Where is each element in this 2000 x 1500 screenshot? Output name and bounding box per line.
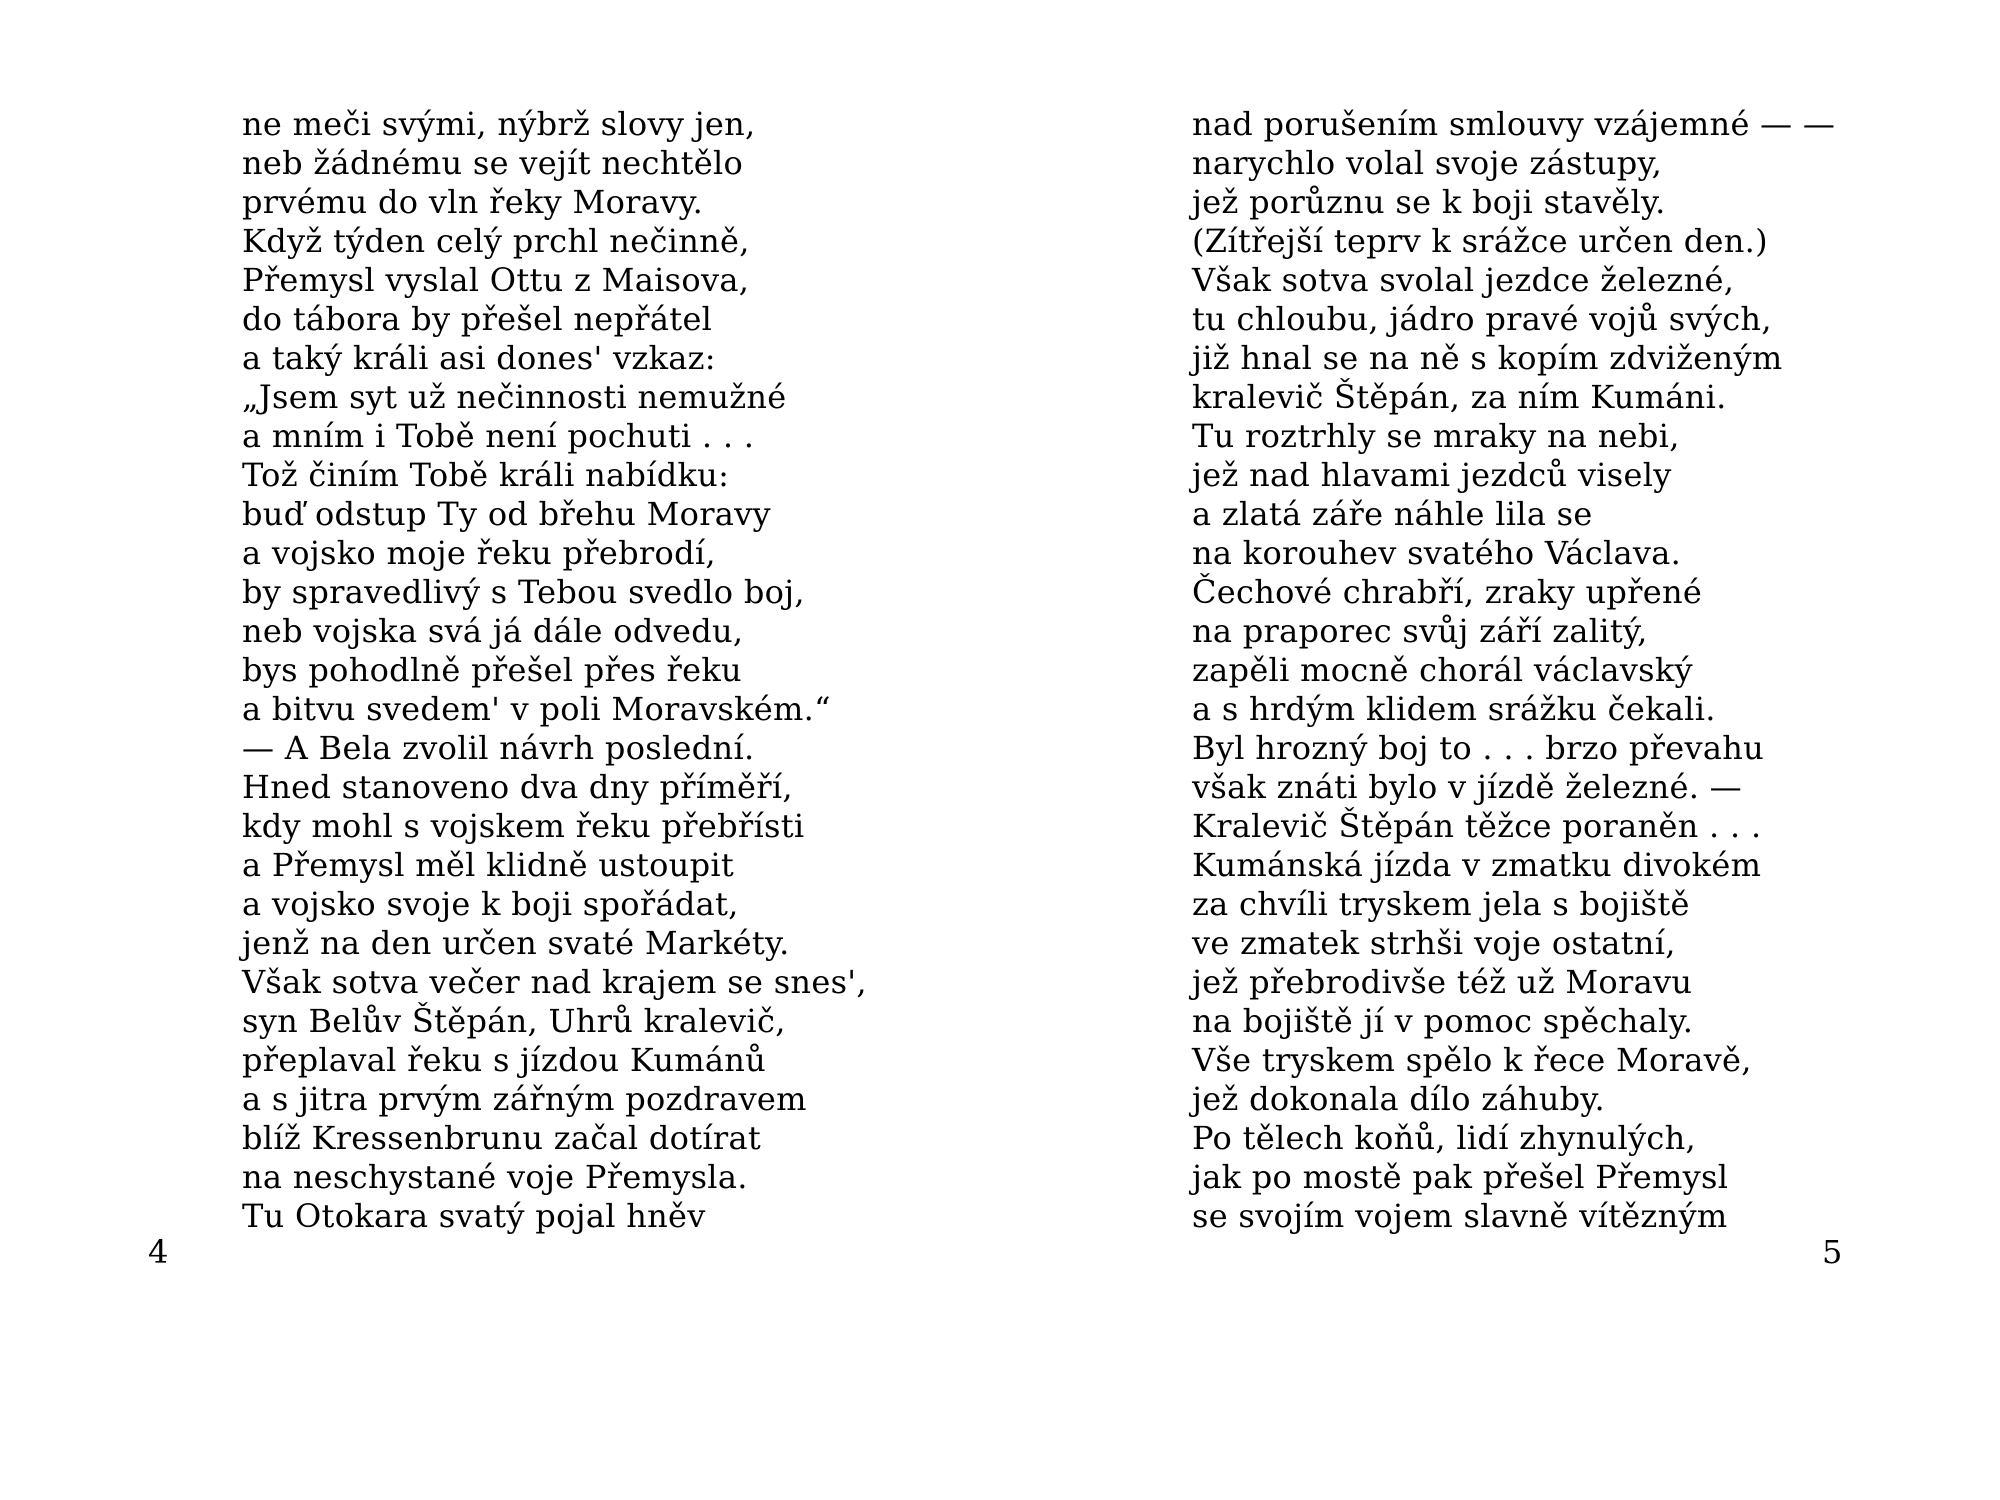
verse-line: Vše tryskem spělo k řece Moravě, — [1192, 1041, 1752, 1079]
verse-line: nad porušením smlouvy vzájemné — — — [1192, 105, 1836, 143]
verse-line: na bojiště jí v pomoc spěchaly. — [1192, 1002, 1694, 1040]
verse-line: do tábora by přešel nepřátel — [242, 300, 713, 338]
left-page-verse — [242, 105, 867, 1236]
verse-line: buď odstup Ty od břehu Moravy — [242, 495, 771, 533]
verse-line: Přemysl vyslal Ottu z Maisova, — [242, 261, 750, 299]
verse-line: však znáti bylo v jízdě železné. — — [1192, 768, 1742, 806]
verse-line: Tož činím Tobě králi nabídku: — [242, 456, 730, 494]
verse-line: a Přemysl měl klidně ustoupit — [242, 846, 735, 884]
verse-line: „Jsem syt už nečinnosti nemužné — [242, 378, 787, 416]
verse-line: ve zmatek strhši voje ostatní, — [1192, 924, 1676, 962]
verse-line: Však sotva svolal jezdce železné, — [1192, 261, 1735, 299]
verse-line: jež přebrodivše též už Moravu — [1192, 963, 1693, 1001]
verse-line: bys pohodlně přešel přes řeku — [242, 651, 742, 689]
verse-line: na praporec svůj září zalitý, — [1192, 612, 1648, 650]
verse-line: Čechové chrabří, zraky upřené — [1192, 573, 1703, 611]
verse-line: tu chloubu, jádro pravé vojů svých, — [1192, 300, 1772, 338]
verse-line: narychlo volal svoje zástupy, — [1192, 144, 1663, 182]
verse-line: prvému do vln řeky Moravy. — [242, 183, 704, 221]
verse-line: na korouhev svatého Václava. — [1192, 534, 1682, 572]
verse-line: a s jitra prvým zářným pozdravem — [242, 1080, 807, 1118]
verse-line: Byl hrozný boj to . . . brzo převahu — [1192, 729, 1765, 767]
verse-line: a zlatá záře náhle lila se — [1192, 495, 1593, 533]
verse-line: jež dokonala dílo záhuby. — [1192, 1080, 1605, 1118]
verse-line: se svojím vojem slavně vítězným — [1192, 1197, 1728, 1235]
verse-line: neb žádnému se vejít nechtělo — [242, 144, 744, 182]
verse-line: a vojsko moje řeku přebrodí, — [242, 534, 716, 572]
verse-line: Když týden celý prchl nečinně, — [242, 222, 750, 260]
right-page — [1000, 0, 2000, 1500]
verse-line: Kralevič Štěpán těžce poraněn . . . — [1192, 807, 1762, 845]
verse-line: — A Bela zvolil návrh poslední. — [242, 729, 755, 767]
left-page-number: 4 — [148, 1233, 169, 1271]
verse-line: za chvíli tryskem jela s bojiště — [1192, 885, 1690, 923]
verse-line: na neschystané voje Přemysla. — [242, 1158, 748, 1196]
verse-line: Po tělech koňů, lidí zhynulých, — [1192, 1119, 1697, 1157]
verse-line: jež porůznu se k boji stavěly. — [1192, 183, 1666, 221]
verse-line: přeplaval řeku s jízdou Kumánů — [242, 1041, 767, 1079]
verse-line: a s hrdým klidem srážku čekali. — [1192, 690, 1716, 728]
right-page-number: 5 — [1822, 1233, 1843, 1271]
verse-line: jenž na den určen svaté Markéty. — [242, 924, 790, 962]
verse-line: jak po mostě pak přešel Přemysl — [1192, 1158, 1729, 1196]
verse-line: a taký králi asi dones' vzkaz: — [242, 339, 716, 377]
verse-line: a mním i Tobě není pochuti . . . — [242, 417, 755, 455]
verse-line: Hned stanoveno dva dny příměří, — [242, 768, 793, 806]
verse-line: kralevič Štěpán, za ním Kumáni. — [1192, 378, 1727, 416]
verse-line: zapěli mocně chorál václavský — [1192, 651, 1693, 689]
verse-line: ne meči svými, nýbrž slovy jen, — [242, 105, 756, 143]
verse-line: by spravedlivý s Tebou svedlo boj, — [242, 573, 805, 611]
verse-line: blíž Kressenbrunu začal dotírat — [242, 1119, 762, 1157]
right-page-verse — [1192, 105, 1835, 1236]
verse-line: neb vojska svá já dále odvedu, — [242, 612, 744, 650]
verse-line: Však sotva večer nad krajem se snes', — [242, 963, 867, 1001]
verse-line: (Zítřejší teprv k srážce určen den.) — [1192, 222, 1768, 260]
verse-line: Tu Otokara svatý pojal hněv — [242, 1197, 706, 1235]
verse-line: již hnal se na ně s kopím zdviženým — [1192, 339, 1783, 377]
verse-line: Tu roztrhly se mraky na nebi, — [1192, 417, 1680, 455]
verse-line: kdy mohl s vojskem řeku přebřísti — [242, 807, 805, 845]
verse-line: a vojsko svoje k boji spořádat, — [242, 885, 739, 923]
verse-line: syn Belův Štěpán, Uhrů kralevič, — [242, 1002, 786, 1040]
verse-line: jež nad hlavami jezdců visely — [1192, 456, 1672, 494]
verse-line: Kumánská jízda v zmatku divokém — [1192, 846, 1762, 884]
verse-line: a bitvu svedem' v poli Moravském.“ — [242, 690, 831, 728]
